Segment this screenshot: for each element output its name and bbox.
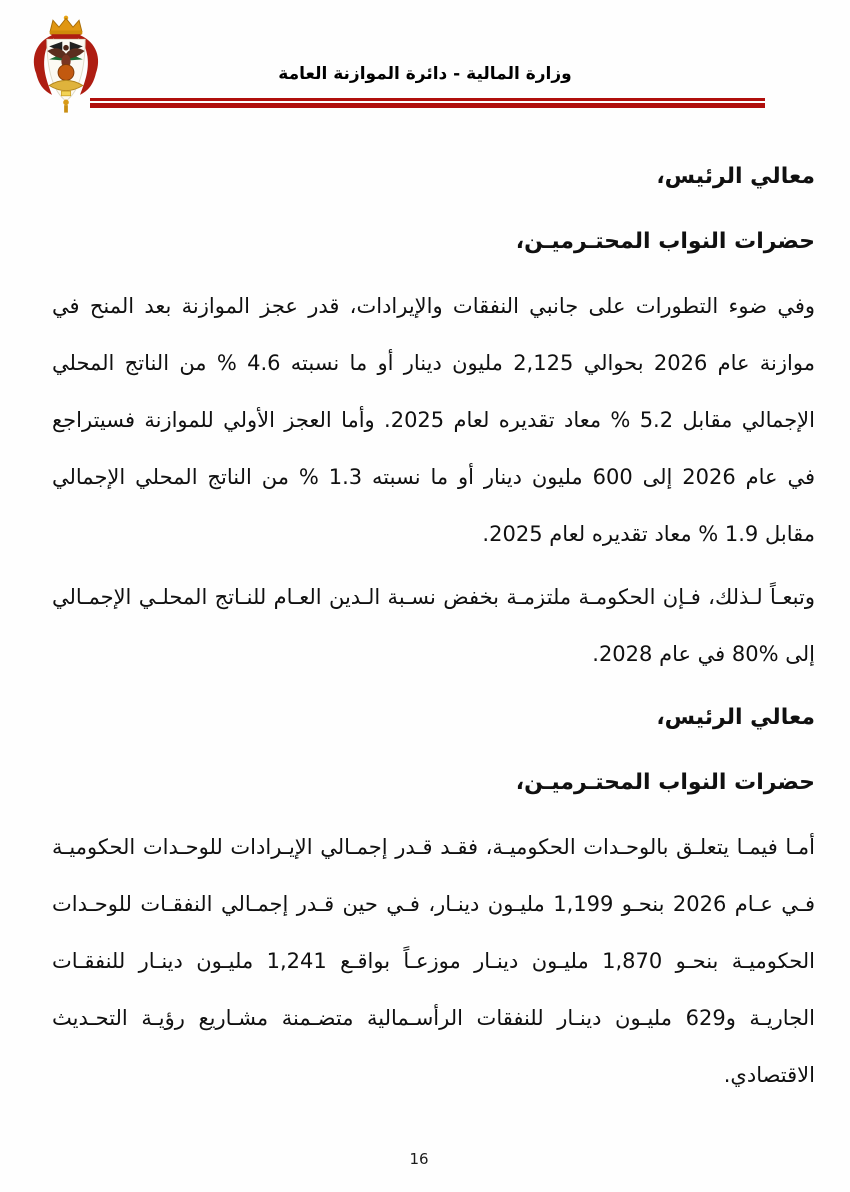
page-header [0,0,850,108]
paragraph-debt-commitment: وتبعـاً لـذلك، فـإن الحكومـة ملتزمـة بخفض نسـبة الـدين العـام للنـاتج المحلـي الإجمـالي إلى %80 في عام 2028. [52,585,815,666]
page-number: 16 [409,1150,429,1168]
salutation-president-1: معالي الرئيس، [656,164,815,189]
salutation-deputies-2: حضرات النواب المحتـرميـن، [515,770,815,795]
paragraph-budget-deficit: وفي ضوء التطورات على جانبي النفقات والإيرادات، قدر عجز الموازنة بعد المنح في موازنة عام 2026 بحوالي 2,125 مليون دينار أو ما نسبته 4.6 % من الناتج المحلي الإجمالي مقابل 5.2 % معاد تقديره لعام 2025. وأما العجز الأولي للموازنة فسيتراجع في عام 2026 إلى 600 مليون دينار أو ما نسبته 1.3 % من الناتج المحلي الإجمالي مقابل 1.9 % معاد تقديره لعام 2025. [52,294,815,546]
divider-line-bottom [90,103,765,108]
paragraph-government-units: أمـا فيمـا يتعلـق بالوحـدات الحكوميـة، فقـد قـدر إجمـالي الإيـرادات للوحـدات الحكوميـة فـي عـام 2026 بنحـو 1,199 مليـون دينـار، فـي حين قـدر إجمـالي النفقـات للوحـدات الحكوميـة بنحـو 1,870 مليـون دينـار موزعـاً بواقـع 1,241 مليـون دينـار للنفقـات الجاريـة و629 مليـون دينـار للنفقات الرأسـمالية متضـمنة مشـاريع رؤيـة التحـديث الاقتصادي. [52,835,816,1087]
header-title: وزارة المالية - دائرة الموازنة العامة [278,64,572,84]
header-divider [90,98,765,108]
salutation-deputies-1: حضرات النواب المحتـرميـن، [515,229,815,254]
jordan-coat-of-arms-icon [24,12,108,118]
document-body [52,148,815,1104]
salutation-president-2: معالي الرئيس، [656,705,815,730]
